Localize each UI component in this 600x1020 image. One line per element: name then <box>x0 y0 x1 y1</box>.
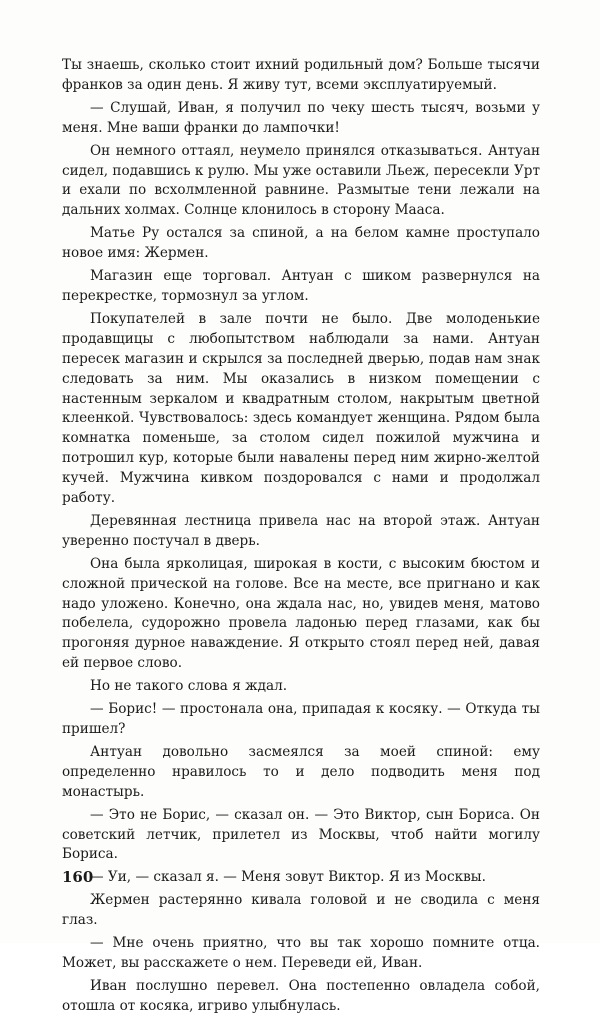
paragraph: Деревянная лестница привела нас на второй этаж. Антуан уверенно постучал в дверь. <box>62 512 540 549</box>
paragraph: — Слушай, Иван, я получил по чеку шесть тысяч, возьми у меня. Мне ваши франки до лампочки! <box>62 99 540 136</box>
page-number: 160 <box>62 868 94 886</box>
paragraph: Покупателей в зале почти не было. Две молоденькие продавщицы с любопытством наблюдали за нами. Антуан пересек магазин и скрылся за последней дверью, подав нам знак следовать за ним. Мы оказались в низком помещении с настенным зеркалом и квадратным столом, накрытым цветной клеенкой. Чувствовалось: здесь командует женщина. Рядом была комнатка поменьше, за столом сидел пожилой мужчина и потрошил кур, которые были навалены перед ним жирно-желтой кучей. Мужчина кивком поздоровался с нами и продолжал работу. <box>62 310 540 507</box>
paragraph: Ты знаешь, сколько стоит ихний родильный дом? Больше тысячи франков за один день. Я живу тут, всеми эксплуатируемый. <box>62 57 540 93</box>
paragraph: — Это не Борис, — сказал он. — Это Виктор, сын Бориса. Он советский летчик, прилетел из Москвы, чтоб найти могилу Бориса. <box>62 806 540 863</box>
paragraph: — Уи, — сказал я. — Меня зовут Виктор. Я из Москвы. <box>90 869 486 886</box>
paragraph: Антуан довольно засмеялся за моей спиной: ему определенно нравилось то и дело подводить меня под монастырь. <box>62 743 540 800</box>
paragraph: Иван послушно перевел. Она постепенно овладела собой, отошла от косяка, игриво улыбнулась. <box>62 977 540 1014</box>
paragraph: Она была ярколицая, широкая в кости, с высоким бюстом и сложной прической на голове. Все на месте, все пригнано и как надо уложено. Конечно, она ждала нас, но, увидев меня, матово побелела, судорожно провела ладонью перед глазами, как бы прогоняя дурное наваждение. Я открыто стоял перед ней, давая ей первое слово. <box>62 555 540 672</box>
paragraph: Он немного оттаял, неумело принялся отказываться. Антуан сидел, подавшись к рулю. Мы уже оставили Льеж, пересекли Урт и ехали по всхолмленной равнине. Размытые тени лежали на дальних холмах. Солнце клонилось в сторону Мааса. <box>62 142 540 219</box>
paragraph: Магазин еще торговал. Антуан с шиком развернулся на перекрестке, тормознул за углом. <box>62 268 540 304</box>
paragraph: Жермен растерянно кивала головой и не сводила с меня глаз. <box>62 892 540 929</box>
body-text <box>62 56 540 1020</box>
paragraph: — Борис! — простонала она, припадая к косяку. — Откуда ты пришел? <box>62 701 540 737</box>
paragraph: Матье Ру остался за спиной, а на белом камне проступало новое имя: Жермен. <box>62 225 540 262</box>
paragraph: Но не такого слова я ждал. <box>90 678 288 695</box>
paragraph: — Мне очень приятно, что вы так хорошо помните отца. Может, вы расскажете о нем. Переведи ей, Иван. <box>62 935 540 971</box>
